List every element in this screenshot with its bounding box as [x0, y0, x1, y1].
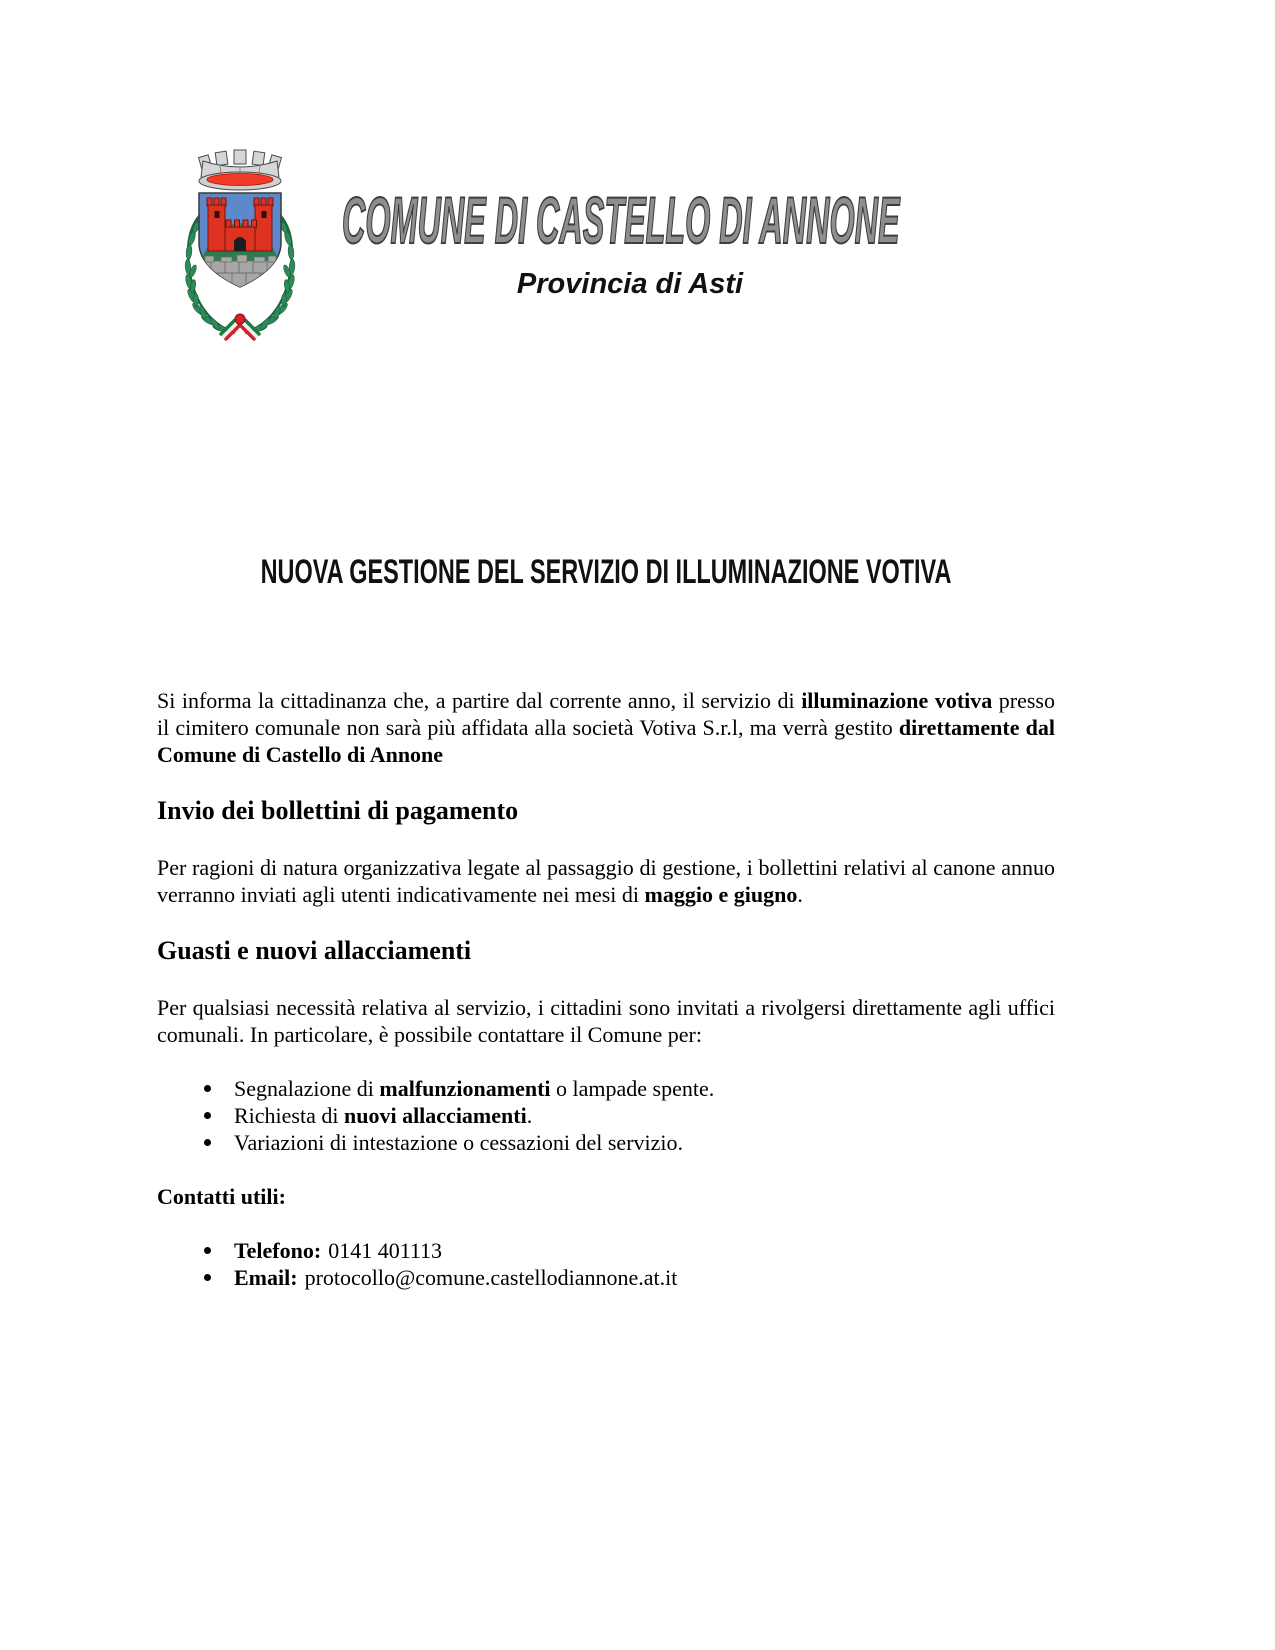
bullet-icon — [204, 1139, 211, 1146]
shield-icon — [199, 193, 281, 287]
section-heading-bollettini: Invio dei bollettini di pagamento — [157, 796, 519, 825]
contacts-list — [157, 1237, 1055, 1291]
document-title: NUOVA GESTIONE DEL SERVIZIO DI ILLUMINAZIONE VOTIVA — [260, 553, 952, 591]
contact-item-email — [157, 1264, 1055, 1291]
municipality-name: COMUNE DI CASTELLO DI ANNONE — [342, 183, 900, 257]
document-body — [157, 551, 1055, 1318]
coat-of-arms — [165, 135, 315, 347]
text-segment: o lampade spente. — [550, 1076, 715, 1101]
text-segment: Per ragioni di natura organizzativa legate al passaggio di gestione, i bollettini relativi al canone annuo verranno inviati agli utenti indicativamente nei mesi di — [157, 855, 1055, 907]
text-segment-bold: maggio e giugno — [644, 882, 798, 907]
list-item — [157, 1075, 1055, 1102]
intro-paragraph — [157, 687, 1055, 768]
text-segment: presso il cimitero comunale non sarà più affidata alla società Votiva S.r.l, ma verrà gestito — [157, 688, 1055, 740]
text-segment: . — [797, 882, 803, 907]
province-label: Provincia di Asti — [516, 268, 744, 300]
email-value: protocollo@comune.castellodiannone.at.it — [304, 1265, 678, 1290]
mural-crown-icon — [199, 150, 282, 190]
bullet-icon — [204, 1085, 211, 1092]
list-item — [157, 1129, 1055, 1156]
email-label: Email: — [234, 1265, 298, 1290]
text-segment-bold: illuminazione votiva — [801, 688, 993, 713]
text-segment-bold: nuovi allacciamenti — [343, 1103, 527, 1128]
list-item — [157, 1102, 1055, 1129]
text-segment: . — [526, 1103, 533, 1128]
text-segment: Variazioni di intestazione o cessazioni del servizio. — [234, 1130, 684, 1155]
guasti-paragraph — [157, 994, 1055, 1048]
phone-value: 0141 401113 — [328, 1238, 443, 1263]
phone-label: Telefono: — [234, 1238, 322, 1263]
text-segment-bold: malfunzionamenti — [379, 1076, 551, 1101]
bullet-icon — [204, 1274, 211, 1281]
service-request-list — [157, 1075, 1055, 1156]
bullet-icon — [204, 1247, 211, 1254]
contacts-heading: Contatti utili: — [157, 1184, 286, 1209]
tricolor-ribbon-icon — [221, 314, 259, 339]
text-segment: Per qualsiasi necessità relativa al servizio, i cittadini sono invitati a rivolgersi direttamente agli uffici comunali. In particolare, è possibile contattare il Comune per: — [157, 995, 1055, 1047]
coat-of-arms-graphic — [165, 135, 315, 347]
text-segment: Segnalazione di — [234, 1076, 380, 1101]
section-heading-guasti: Guasti e nuovi allacciamenti — [157, 936, 472, 965]
bollettini-paragraph — [157, 854, 1055, 908]
text-segment: Si informa la cittadinanza che, a partire dal corrente anno, il servizio di — [157, 688, 802, 713]
text-segment-bold: direttamente dal Comune di Castello di Annone — [157, 715, 1055, 767]
bullet-icon — [204, 1112, 211, 1119]
text-segment: Richiesta di — [234, 1103, 344, 1128]
contact-item-phone — [157, 1237, 1055, 1264]
